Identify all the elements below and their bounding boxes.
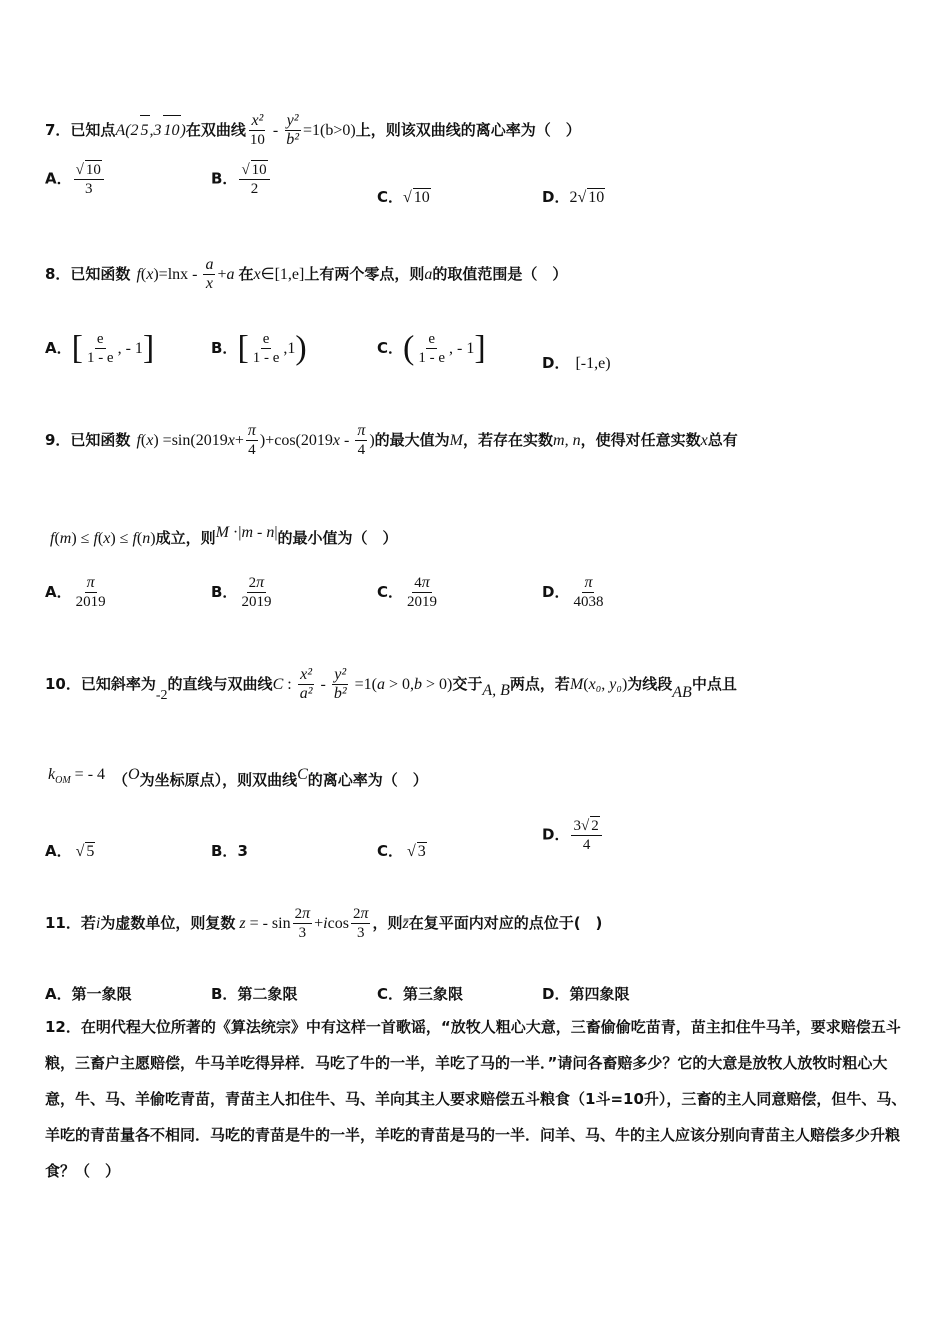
q9-suffix1: 总有 [707,431,738,449]
q8-mid2: 上有两个零点，则 [304,265,425,283]
q9-M: M [449,432,463,449]
q10-seg: AB [672,684,692,701]
q10-mid4: 为线段 [627,675,673,693]
q8-func: f [136,266,141,283]
q8-prefix: 8．已知函数 [45,265,131,283]
question-10-cont: $k_{OM}$ = - 4 （O为坐标原点），则双曲线C的离心率为（ ） [48,766,428,789]
q10-O: O [128,766,140,783]
q10-frac-x: $\frac{\text{x²}}{\text{a²}}$ [299,666,313,702]
option-label: B． [211,583,238,601]
option-label: A． [45,169,72,188]
question-12: 12．在明代程大位所著的《算法统宗》中有这样一首歌谣，“放牧人粗心大意，三畜偷偷吃苗青，苗主扣住牛马羊，要求赔偿五斗粮，三畜户主愿赔偿，牛马羊吃得异样．马吃了牛的一半，羊吃了马的一半．”请问各畜赔多少？它的大意是放牧人放牧时粗心大意，牛、马、羊偷吃青苗，青苗主人扣住牛、马、羊向其主人要求赔偿五斗粮食（1斗=10升），三畜的主人同意赔偿，但牛、马、羊吃的青苗量各不相同．马吃的青苗是牛的一半，羊吃的青苗是马的一半．问羊、马、牛的主人应该分别向青苗主人赔偿多少升粮食？（ ） [45,1018,907,1180]
q10-kom: $k_{OM}$ [48,766,71,787]
q8-domain: x [253,266,261,283]
q10-curve: C [272,676,284,693]
option-label: D． [542,188,570,206]
q7-option-c[interactable] [377,186,431,207]
q7-frac-y: $\frac{\text{y²}}{\text{b²}}$ [286,112,300,148]
q10-option-a[interactable] [45,840,95,861]
q9-func: f [136,432,141,449]
q8-option-b[interactable]: B．[ $\frac{e}{1 - e}$ ,1) [211,329,307,367]
option-label: C． [377,842,404,860]
question-10: 10．已知斜率为-2的直线与双曲线C : $\frac{\text{x²}}{\text{a²}}$ - $\frac{\text{y²}}{\text{b²}}$ =1(a > 0,b > 0)交于A, B两点，若M(x₀, y₀)为线段AB中点且 [45,666,737,703]
q9-mid3: ，使得对任意实数 [580,431,701,449]
option-value: 第二象限 [237,985,298,1003]
q9-expr: M [215,524,229,541]
option-label: A． [45,339,72,357]
q10-slope: -2 [155,688,168,703]
option-value: $\frac{e}{1 - e}$ [252,331,280,366]
option-value: √ 3 [407,843,426,860]
option-value: $\frac{√ 10}{2}$ [239,160,269,198]
q7-prefix: 7．已知点 [45,121,116,139]
q8-option-c[interactable]: C．( $\frac{e}{1 - e}$ , - 1] [377,329,486,367]
q11-option-d[interactable] [542,983,629,1004]
option-label: D． [542,985,570,1003]
q8-option-d[interactable] [542,352,611,373]
q8-suffix: 的取值范围是（ ） [432,265,568,283]
q11-option-c[interactable] [377,983,463,1004]
question-8: 8．已知函数 f(x)=lnx - $\frac{a}{x}$ +a 在x∈[1,e]上有两个零点，则a的取值范围是（ ） [45,256,568,292]
option-value: $\frac{√ 10}{3}$ [74,160,104,198]
q10-mid2: 交于 [452,675,483,693]
option-label: D． [542,583,570,601]
q9-option-d[interactable] [542,574,607,611]
q7-point: A(2 5,3 10) [115,122,185,139]
q9-option-b[interactable] [211,574,275,611]
option-label: C． [377,583,404,601]
option-value: $\frac{4\pi}{2019}$ [407,574,438,610]
option-value: 第一象限 [71,985,132,1003]
q10-mid1: 的直线与双曲线 [167,675,273,693]
question-11: 11．若i为虚数单位，则复数 z = - sin $\frac{2\pi}{3}$ +icos $\frac{2\pi}{3}$ ，则z̄在复平面内对应的点位于( ) [45,905,603,941]
q11-frac1: $\frac{2\pi}{3}$ [294,905,311,941]
q9-mid4: 成立，则 [155,529,216,547]
q10-AB: A, B [482,682,510,699]
q10-frac-y: $\frac{\text{y²}}{\text{b²}}$ [333,666,347,702]
option-label: D． [542,825,570,844]
q10-suffix1: 中点且 [691,675,737,693]
option-label: C． [377,339,404,357]
q9-ineq: f [50,530,55,547]
option-value: $\frac{\pi}{4038}$ [573,574,604,610]
option-label: B． [211,985,238,1003]
q11-option-a[interactable] [45,983,132,1004]
q9-mn: m, n [553,432,581,449]
q10-paren-open: （ [113,771,129,789]
option-label: D． [542,354,570,372]
option-value: $\frac{e}{1 - e}$ [86,331,114,366]
question-9: 9．已知函数 f(x) =sin(2019x+ $\frac{\pi}{4}$ )+cos(2019x - $\frac{\pi}{4}$ )的最大值为M，若存在实数m, n，使得对任意实数x总有 [45,422,738,458]
option-label: C． [377,188,404,206]
q10-suffix2: 的离心率为（ ） [307,771,428,789]
option-value: √ 10 [403,189,430,206]
option-value: 第四象限 [569,985,630,1003]
option-label: A． [45,985,72,1003]
q7-frac-x: $\frac{\text{x²}}{10}$ [249,112,265,148]
option-value: 第三象限 [403,985,464,1003]
option-value: √ 5 [75,843,95,860]
option-value: $\frac{3√ 2}{4}$ [571,816,601,854]
question-9-cont: f(m) ≤ f(x) ≤ f(n)成立，则M ·|m - n|的最小值为（ ） [50,524,398,547]
q7-option-b[interactable] [211,160,272,198]
q7-option-a[interactable] [45,160,106,198]
q9-x: x [700,432,708,449]
q10-C: C [297,766,308,783]
q9-mid2: ，若存在实数 [463,431,554,449]
q7-eq-tail: =1(b>0) [303,122,356,139]
option-value: [-1,e) [575,355,611,372]
question-7: 7．已知点A(2 5,3 10)在双曲线 $\frac{\text{x²}}{10}$ - $\frac{\text{y²}}{\text{b²}}$ =1(b>0)上，则该双曲线的离心率为（ ） [45,112,581,148]
option-label: A． [45,842,72,860]
q11-mid2: ，则 [372,914,403,932]
option-value: 2√ 10 [569,189,605,206]
q9-prefix: 9．已知函数 [45,431,131,449]
option-value: 3 [237,842,248,860]
option-label: B． [211,169,238,188]
q9-suffix2: 的最小值为（ ） [277,529,398,547]
q11-z: z [239,915,246,932]
q11-prefix: 11．若 [45,914,96,932]
option-label: C． [377,985,404,1003]
q10-mid3: 两点，若 [509,675,570,693]
option-value: $\frac{\pi}{2019}$ [75,574,106,610]
q10-option-d[interactable] [542,816,604,854]
q8-frac: $\frac{a}{x}$ [205,256,214,292]
q9-mid1: 的最大值为 [374,431,450,449]
q9-frac1: $\frac{\pi}{4}$ [247,422,256,458]
q8-var: a [424,266,433,283]
q7-suffix: 上，则该双曲线的离心率为（ ） [355,121,581,139]
q10-Mpt: M [569,676,584,693]
q11-option-b[interactable] [211,983,297,1004]
q8-option-a[interactable]: A．[ $\frac{e}{1 - e}$ , - 1] [45,329,155,367]
q9-option-c[interactable] [377,574,441,611]
q11-zbar: z̄ [402,915,409,932]
q11-suffix: 在复平面内对应的点位于( ) [408,914,603,932]
q11-frac2: $\frac{2\pi}{3}$ [352,905,369,941]
option-value: $\frac{e}{1 - e}$ [418,331,445,366]
option-label: B． [211,842,238,860]
q11-i: i [95,915,101,932]
q10-option-b[interactable] [211,840,248,861]
option-value: $\frac{2\pi}{2019}$ [241,574,272,610]
q10-mid5: 为坐标原点），则双曲线 [139,771,298,789]
q9-option-a[interactable] [45,574,110,611]
q7-option-d[interactable] [542,186,605,207]
q7-mid: 在双曲线 [185,121,246,139]
q11-mid1: 为虚数单位，则复数 [100,914,236,932]
q8-mid1: 在 [238,265,254,283]
q10-prefix: 10．已知斜率为 [45,675,156,693]
option-label: A． [45,583,72,601]
option-label: B． [211,339,238,357]
q10-option-c[interactable] [377,840,427,861]
q9-frac2: $\frac{\pi}{4}$ [357,422,366,458]
